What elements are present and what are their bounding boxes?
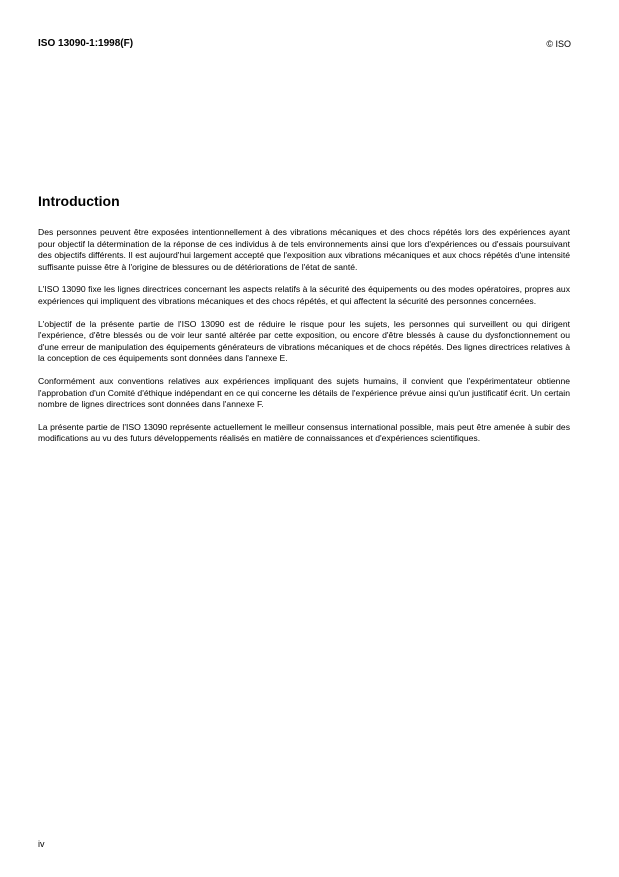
paragraph-4: Conformément aux conventions relatives aux expériences impliquant des sujets humains, il convient que l'expérimentateur obtienne l'approbation d'un Comité d'éthique indépendant en ce qui concerne les détails de l'expérience prévue ainsi qu'un justificatif écrit. Un certain nombre de lignes directrices sont données dans l'annexe F. [38,375,570,410]
section-body [38,227,570,456]
paragraph-1: Des personnes peuvent être exposées intentionnellement à des vibrations mécaniques et des chocs répétés lors des expériences ayant pour objectif la détermination de la réponse de ces individus à de tels environnements ainsi que lors d'expériences ou d'essais poursuivant des objectifs différents. Il est aujourd'hui largement accepté que l'exposition aux vibrations mécaniques et aux chocs répétés d'une intensité suffisante puisse être à l'origine de blessures ou de détériorations de l'état de santé. [38,227,570,272]
section-title: Introduction [38,193,120,209]
paragraph-3: L'objectif de la présente partie de l'ISO 13090 est de réduire le risque pour les sujets, les personnes qui surveillent ou qui dirigent l'expérience, d'être blessés ou de voir leur santé altérée par cette exposition, ou encore d'être blessés à cause du dysfonctionnement ou d'une erreur de manipulation des équipements générateurs de vibrations mécaniques et de chocs répétés. Des lignes directrices relatives à la conception de ces équipements sont données dans l'annexe E. [38,318,570,364]
document-identifier: ISO 13090-1:1998(F) [38,38,134,49]
copyright-notice: © ISO [546,39,571,49]
paragraph-2: L'ISO 13090 fixe les lignes directrices concernant les aspects relatifs à la sécurité des équipements ou des modes opératoires, propres aux expériences qui impliquent des vibrations mécaniques et des chocs répétés, et qui affectent la sécurité des personnes concernées. [38,284,570,306]
page-number: iv [38,839,45,849]
paragraph-5: La présente partie de l'ISO 13090 représente actuellement le meilleur consensus international possible, mais peut être amenée à subir des modifications au vu des futurs développements réalisés en matière de connaissances et d'expériences scientifiques. [38,421,570,444]
